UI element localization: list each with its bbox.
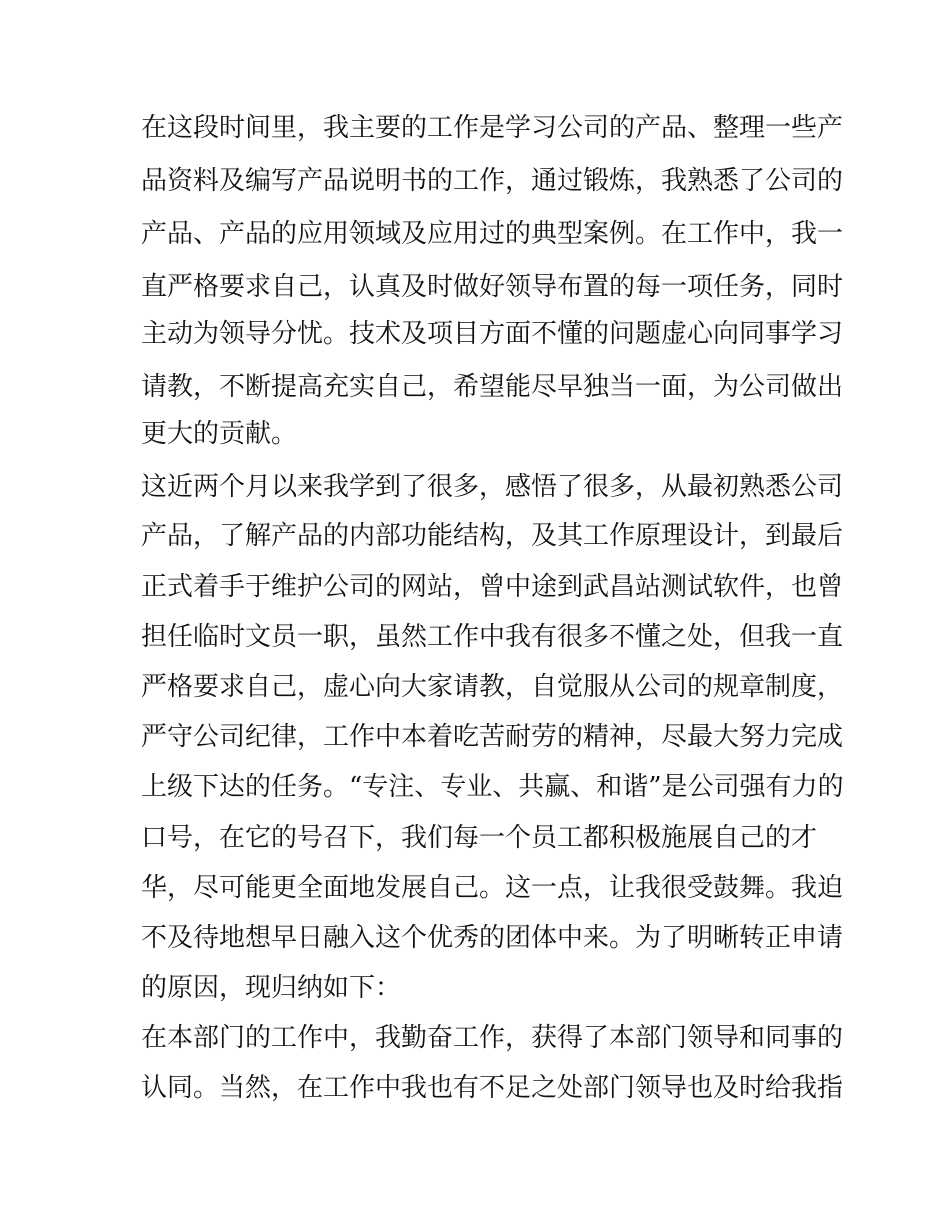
text-line: 认同。当然，在工作中我也有不足之处部门领导也及时给我指 [141,1073,844,1103]
text-line: 上级下达的任务。“专注、专业、共赢、和谐”是公司强有力的 [141,772,844,802]
text-line: 口号，在它的号召下，我们每一个员工都积极施展自己的才 [141,823,818,853]
text-line: 直严格要求自己，认真及时做好领导布置的每一项任务，同时 [141,272,844,302]
text-line: 华，尽可能更全面地发展自己。这一点，让我很受鼓舞。我迫 [141,873,844,903]
text-line: 这近两个月以来我学到了很多，感悟了很多，从最初熟悉公司 [141,472,844,502]
text-line: 请教，不断提高充实自己，希望能尽早独当一面，为公司做出 [141,372,844,402]
text-line: 不及待地想早日融入这个优秀的团体中来。为了明晰转正申请 [141,923,844,953]
text-line: 品资料及编写产品说明书的工作，通过锻炼，我熟悉了公司的 [141,166,844,196]
text-line: 在这段时间里，我主要的工作是学习公司的产品、整理一些产 [141,113,844,143]
text-line: 产品、产品的应用领域及应用过的典型案例。在工作中，我一 [141,219,844,249]
text-line: 担任临时文员一职，虽然工作中我有很多不懂之处，但我一直 [141,622,844,652]
text-line: 在本部门的工作中，我勤奋工作，获得了本部门领导和同事的 [141,1023,844,1053]
text-line: 更大的贡献。 [141,419,298,449]
text-line: 严格要求自己，虚心向大家请教，自觉服从公司的规章制度， [141,672,844,702]
text-line: 主动为领导分忧。技术及项目方面不懂的问题虚心向同事学习 [141,319,844,349]
text-line: 正式着手于维护公司的网站，曾中途到武昌站测试软件，也曾 [141,572,844,602]
text-line: 的原因，现归纳如下： [141,973,402,1003]
text-line: 产品，了解产品的内部功能结构，及其工作原理设计，到最后 [141,521,844,551]
text-line: 严守公司纪律，工作中本着吃苦耐劳的精神，尽最大努力完成 [141,722,844,752]
